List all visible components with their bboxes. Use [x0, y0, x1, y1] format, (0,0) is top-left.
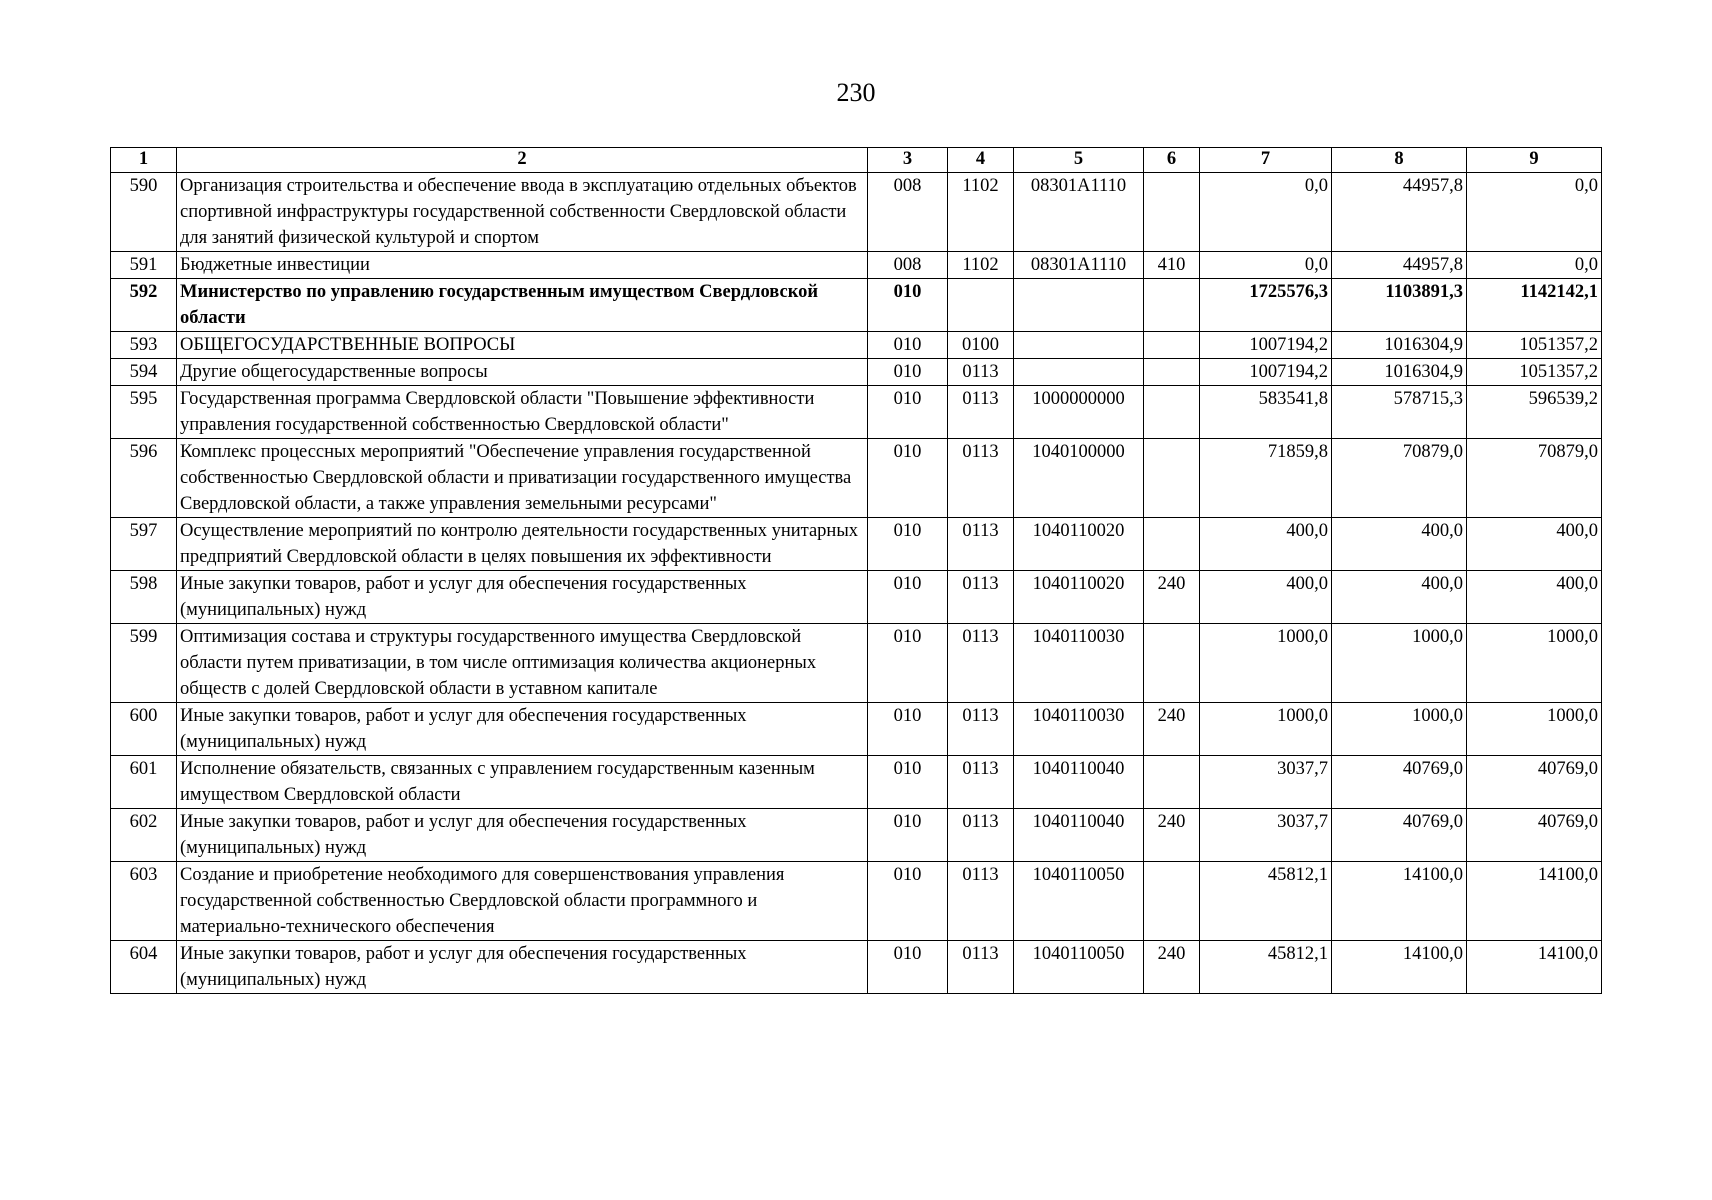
- col6-expense-type: [1144, 624, 1200, 703]
- col5-target-code: 1040110040: [1014, 809, 1144, 862]
- col8-amount: 1103891,3: [1332, 279, 1467, 332]
- col4-section-code: 0113: [948, 439, 1014, 518]
- col4-section-code: 0113: [948, 571, 1014, 624]
- col4-section-code: [948, 279, 1014, 332]
- col4-section-code: 1102: [948, 252, 1014, 279]
- col6-expense-type: [1144, 173, 1200, 252]
- col7-amount: 1000,0: [1200, 703, 1332, 756]
- col4-section-code: 0113: [948, 359, 1014, 386]
- col5-target-code: 1040110020: [1014, 571, 1144, 624]
- table-row: [111, 756, 1602, 809]
- col5-target-code: 1040110040: [1014, 756, 1144, 809]
- table-row: [111, 386, 1602, 439]
- col7-amount: 3037,7: [1200, 756, 1332, 809]
- col9-amount: 400,0: [1467, 518, 1602, 571]
- row-number: 590: [111, 173, 177, 252]
- col5-target-code: 1040110050: [1014, 941, 1144, 994]
- col4-section-code: 0100: [948, 332, 1014, 359]
- col5-target-code: [1014, 359, 1144, 386]
- row-name: Иные закупки товаров, работ и услуг для обеспечения государственных (муниципальных) нужд: [177, 809, 868, 862]
- col4-section-code: 0113: [948, 518, 1014, 571]
- table-row: [111, 332, 1602, 359]
- col3-code: 010: [868, 809, 948, 862]
- row-name: Оптимизация состава и структуры государственного имущества Свердловской области путем приватизации, в том числе оптимизация количества акционерных обществ с долей Свердловской области в уставном капитале: [177, 624, 868, 703]
- column-header-5: 5: [1014, 148, 1144, 173]
- col8-amount: 400,0: [1332, 571, 1467, 624]
- col6-expense-type: [1144, 386, 1200, 439]
- column-header-6: 6: [1144, 148, 1200, 173]
- table-header-row: [111, 148, 1602, 173]
- col3-code: 010: [868, 279, 948, 332]
- row-name: ОБЩЕГОСУДАРСТВЕННЫЕ ВОПРОСЫ: [177, 332, 868, 359]
- col3-code: 010: [868, 439, 948, 518]
- col8-amount: 40769,0: [1332, 809, 1467, 862]
- col8-amount: 14100,0: [1332, 862, 1467, 941]
- col7-amount: 45812,1: [1200, 941, 1332, 994]
- col7-amount: 400,0: [1200, 518, 1332, 571]
- col3-code: 010: [868, 862, 948, 941]
- col9-amount: 40769,0: [1467, 809, 1602, 862]
- column-header-8: 8: [1332, 148, 1467, 173]
- table-row: [111, 252, 1602, 279]
- row-number: 594: [111, 359, 177, 386]
- col8-amount: 70879,0: [1332, 439, 1467, 518]
- col6-expense-type: [1144, 756, 1200, 809]
- col7-amount: 400,0: [1200, 571, 1332, 624]
- table-row: [111, 571, 1602, 624]
- col7-amount: 1725576,3: [1200, 279, 1332, 332]
- col7-amount: 583541,8: [1200, 386, 1332, 439]
- column-header-4: 4: [948, 148, 1014, 173]
- table-row: [111, 439, 1602, 518]
- col5-target-code: 1040100000: [1014, 439, 1144, 518]
- row-number: 597: [111, 518, 177, 571]
- col9-amount: 400,0: [1467, 571, 1602, 624]
- col6-expense-type: [1144, 439, 1200, 518]
- col5-target-code: 1040110030: [1014, 703, 1144, 756]
- col7-amount: 71859,8: [1200, 439, 1332, 518]
- col9-amount: 1000,0: [1467, 703, 1602, 756]
- col4-section-code: 0113: [948, 941, 1014, 994]
- col8-amount: 44957,8: [1332, 173, 1467, 252]
- col3-code: 010: [868, 703, 948, 756]
- col3-code: 008: [868, 173, 948, 252]
- col5-target-code: 1040110050: [1014, 862, 1144, 941]
- col3-code: 008: [868, 252, 948, 279]
- row-name: Исполнение обязательств, связанных с управлением государственным казенным имуществом Свердловской области: [177, 756, 868, 809]
- col3-code: 010: [868, 386, 948, 439]
- col6-expense-type: 240: [1144, 809, 1200, 862]
- row-name: Иные закупки товаров, работ и услуг для обеспечения государственных (муниципальных) нужд: [177, 703, 868, 756]
- row-number: 592: [111, 279, 177, 332]
- col9-amount: 70879,0: [1467, 439, 1602, 518]
- col4-section-code: 0113: [948, 756, 1014, 809]
- row-name: Организация строительства и обеспечение ввода в эксплуатацию отдельных объектов спортивной инфраструктуры государственной собственности Свердловской области для занятий физической культурой и спортом: [177, 173, 868, 252]
- column-header-7: 7: [1200, 148, 1332, 173]
- col7-amount: 1000,0: [1200, 624, 1332, 703]
- column-header-2: 2: [177, 148, 868, 173]
- col7-amount: 0,0: [1200, 252, 1332, 279]
- col8-amount: 14100,0: [1332, 941, 1467, 994]
- row-name: Создание и приобретение необходимого для совершенствования управления государственной собственностью Свердловской области программного и материально-технического обеспечения: [177, 862, 868, 941]
- col4-section-code: 1102: [948, 173, 1014, 252]
- col9-amount: 1051357,2: [1467, 332, 1602, 359]
- col8-amount: 578715,3: [1332, 386, 1467, 439]
- col5-target-code: 1040110020: [1014, 518, 1144, 571]
- col9-amount: 1000,0: [1467, 624, 1602, 703]
- col5-target-code: [1014, 279, 1144, 332]
- col3-code: 010: [868, 518, 948, 571]
- table-row: [111, 703, 1602, 756]
- col4-section-code: 0113: [948, 386, 1014, 439]
- col7-amount: 0,0: [1200, 173, 1332, 252]
- row-number: 595: [111, 386, 177, 439]
- table-row: [111, 809, 1602, 862]
- col5-target-code: 08301А1110: [1014, 252, 1144, 279]
- col8-amount: 1000,0: [1332, 703, 1467, 756]
- table-row: [111, 359, 1602, 386]
- row-name: Министерство по управлению государственным имуществом Свердловской области: [177, 279, 868, 332]
- table-row: [111, 941, 1602, 994]
- column-header-9: 9: [1467, 148, 1602, 173]
- row-number: 591: [111, 252, 177, 279]
- col8-amount: 400,0: [1332, 518, 1467, 571]
- col4-section-code: 0113: [948, 809, 1014, 862]
- column-header-1: 1: [111, 148, 177, 173]
- page-number: 230: [836, 78, 876, 107]
- col4-section-code: 0113: [948, 862, 1014, 941]
- col8-amount: 40769,0: [1332, 756, 1467, 809]
- col3-code: 010: [868, 359, 948, 386]
- row-number: 602: [111, 809, 177, 862]
- column-header-3: 3: [868, 148, 948, 173]
- col4-section-code: 0113: [948, 624, 1014, 703]
- col9-amount: 0,0: [1467, 173, 1602, 252]
- col5-target-code: 1040110030: [1014, 624, 1144, 703]
- col9-amount: 0,0: [1467, 252, 1602, 279]
- col4-section-code: 0113: [948, 703, 1014, 756]
- row-number: 596: [111, 439, 177, 518]
- col8-amount: 1016304,9: [1332, 359, 1467, 386]
- col6-expense-type: 240: [1144, 941, 1200, 994]
- col7-amount: 1007194,2: [1200, 332, 1332, 359]
- table-row: [111, 173, 1602, 252]
- table-row: [111, 862, 1602, 941]
- row-name: Государственная программа Свердловской области "Повышение эффективности управления государственной собственностью Свердловской области": [177, 386, 868, 439]
- col9-amount: 14100,0: [1467, 941, 1602, 994]
- col3-code: 010: [868, 756, 948, 809]
- col8-amount: 1000,0: [1332, 624, 1467, 703]
- row-name: Осуществление мероприятий по контролю деятельности государственных унитарных предприятий Свердловской области в целях повышения их эффективности: [177, 518, 868, 571]
- row-name: Иные закупки товаров, работ и услуг для обеспечения государственных (муниципальных) нужд: [177, 941, 868, 994]
- col6-expense-type: 240: [1144, 571, 1200, 624]
- row-name: Другие общегосударственные вопросы: [177, 359, 868, 386]
- col6-expense-type: [1144, 862, 1200, 941]
- col6-expense-type: [1144, 332, 1200, 359]
- row-number: 598: [111, 571, 177, 624]
- row-number: 601: [111, 756, 177, 809]
- col7-amount: 45812,1: [1200, 862, 1332, 941]
- col6-expense-type: [1144, 279, 1200, 332]
- col9-amount: 1051357,2: [1467, 359, 1602, 386]
- col7-amount: 1007194,2: [1200, 359, 1332, 386]
- col9-amount: 14100,0: [1467, 862, 1602, 941]
- col6-expense-type: [1144, 359, 1200, 386]
- col7-amount: 3037,7: [1200, 809, 1332, 862]
- row-number: 600: [111, 703, 177, 756]
- col6-expense-type: 410: [1144, 252, 1200, 279]
- col5-target-code: 08301А1110: [1014, 173, 1144, 252]
- col3-code: 010: [868, 571, 948, 624]
- col8-amount: 44957,8: [1332, 252, 1467, 279]
- table-row: [111, 624, 1602, 703]
- row-name: Комплекс процессных мероприятий "Обеспечение управления государственной собственностью Свердловской области и приватизации государственного имущества Свердловской области, а также управления земельными ресурсами": [177, 439, 868, 518]
- table-row: [111, 518, 1602, 571]
- row-number: 603: [111, 862, 177, 941]
- row-number: 604: [111, 941, 177, 994]
- col9-amount: 40769,0: [1467, 756, 1602, 809]
- col5-target-code: 1000000000: [1014, 386, 1144, 439]
- table-body: [111, 173, 1602, 994]
- col5-target-code: [1014, 332, 1144, 359]
- table-row: [111, 279, 1602, 332]
- col6-expense-type: 240: [1144, 703, 1200, 756]
- col3-code: 010: [868, 332, 948, 359]
- col3-code: 010: [868, 941, 948, 994]
- row-name: Иные закупки товаров, работ и услуг для обеспечения государственных (муниципальных) нужд: [177, 571, 868, 624]
- row-name: Бюджетные инвестиции: [177, 252, 868, 279]
- budget-table: [110, 147, 1602, 994]
- col6-expense-type: [1144, 518, 1200, 571]
- row-number: 593: [111, 332, 177, 359]
- col9-amount: 1142142,1: [1467, 279, 1602, 332]
- col9-amount: 596539,2: [1467, 386, 1602, 439]
- col8-amount: 1016304,9: [1332, 332, 1467, 359]
- row-number: 599: [111, 624, 177, 703]
- col3-code: 010: [868, 624, 948, 703]
